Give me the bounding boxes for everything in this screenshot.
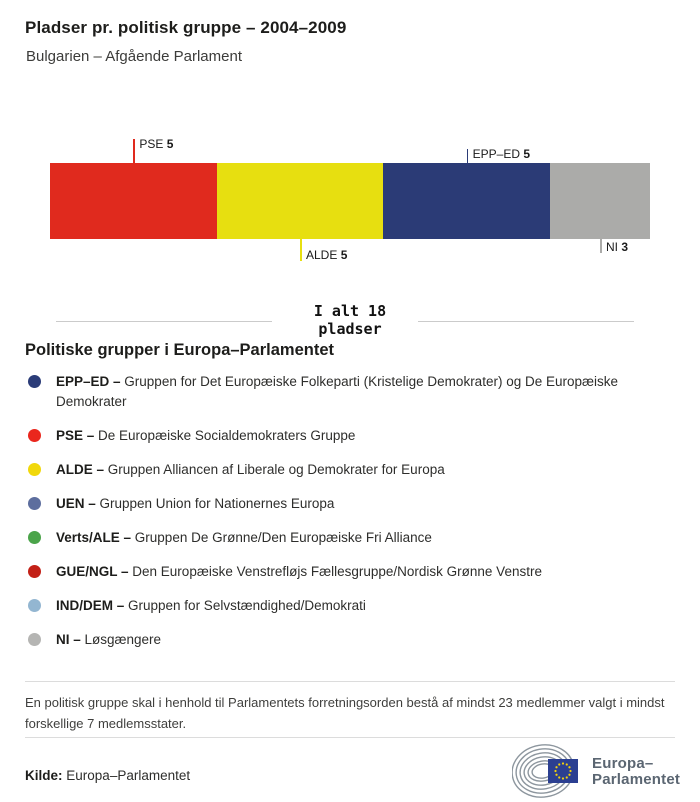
bar-label-pse — [139, 137, 173, 152]
bar-label-group: NI — [606, 240, 622, 254]
legend-color-dot-verts-ale — [28, 531, 41, 544]
legend-item-abbr: GUE/NGL – — [56, 564, 129, 579]
legend-item-abbr: NI – — [56, 632, 81, 647]
divider-top — [25, 681, 675, 682]
legend-item-abbr: PSE – — [56, 428, 95, 443]
page-title: Pladser pr. politisk gruppe – 2004–2009 — [25, 18, 347, 37]
legend-item-text: GUE/NGL – Den Europæiske Venstrefløjs Fællesgruppe/Nordisk Grønne Venstre — [56, 564, 542, 579]
bar-label-seats: 3 — [621, 240, 629, 254]
source-line — [25, 768, 190, 783]
bar-label-seats: 5 — [523, 147, 531, 161]
source-value: Europa–Parlamentet — [66, 768, 191, 783]
bar-label-group: PSE — [139, 137, 167, 151]
page-subtitle: Bulgarien – Afgående Parlament — [26, 48, 242, 65]
legend-heading: Politiske grupper i Europa–Parlamentet — [25, 341, 335, 359]
legend-color-dot-ind-dem — [28, 599, 41, 612]
total-rule-right — [418, 321, 634, 322]
bar-label-group: ALDE — [306, 248, 341, 262]
source-label: Kilde: — [25, 768, 63, 783]
bar-label-seats: 5 — [166, 137, 174, 151]
legend-item-verts-ale — [25, 528, 665, 548]
total-seats-label: I alt 18 pladser — [313, 302, 387, 338]
legend-item-pse — [25, 426, 665, 446]
bar-segment-epp-ed — [383, 163, 550, 239]
legend-color-dot-uen — [28, 497, 41, 510]
legend-color-dot-epp-ed — [28, 375, 41, 388]
legend-color-dot-gue-ngl — [28, 565, 41, 578]
legend-item-abbr: Verts/ALE – — [56, 530, 132, 545]
bar-label-alde — [306, 248, 347, 263]
bar-segment-alde — [217, 163, 384, 239]
total-rule-left — [56, 321, 272, 322]
legend-item-text: PSE – De Europæiske Socialdemokraters Gruppe — [56, 428, 356, 443]
hemicycle-eu-flag-icon — [512, 743, 584, 801]
bar-segment-pse — [50, 163, 217, 239]
legend-item-epp-ed — [25, 372, 665, 412]
legend-color-dot-pse — [28, 429, 41, 442]
callout-tick-alde — [300, 239, 302, 261]
legend-item-abbr: UEN – — [56, 496, 96, 511]
divider-bottom — [25, 737, 675, 738]
legend-item-text: Verts/ALE – Gruppen De Grønne/Den Europæiske Fri Alliance — [56, 530, 432, 545]
legend-item-ni — [25, 630, 665, 650]
legend-item-text: EPP–ED – Gruppen for Det Europæiske Folkeparti (Kristelige Demokrater) og De Europæiske Demokrater — [56, 374, 619, 409]
seats-chart — [0, 130, 700, 290]
bar-label-seats: 5 — [340, 248, 348, 262]
callout-tick-ni — [600, 239, 602, 253]
bar-label-epp-ed — [473, 147, 530, 162]
logo-text-line1: Europa– — [592, 755, 654, 772]
footnote-text: En politisk gruppe skal i henhold til Parlamentets forretningsorden bestå af mindst 23 medlemmer valgt i mindst forskellige 7 medlemsstater. — [25, 695, 665, 731]
legend-color-dot-ni — [28, 633, 41, 646]
legend-item-text: UEN – Gruppen Union for Nationernes Europa — [56, 496, 335, 511]
legend-item-alde — [25, 460, 665, 480]
callout-tick-pse — [133, 139, 135, 163]
legend-item-abbr: EPP–ED – — [56, 374, 121, 389]
callout-tick-epp-ed — [467, 149, 469, 163]
legend-item-text: NI – Løsgængere — [56, 632, 162, 647]
legend-color-dot-alde — [28, 463, 41, 476]
legend-item-text: ALDE – Gruppen Alliancen af Liberale og Demokrater for Europa — [56, 462, 445, 477]
bar-segment-ni — [550, 163, 650, 239]
logo-text-line2: Parlamentet — [592, 771, 681, 788]
bar-label-group: EPP–ED — [472, 147, 524, 161]
logo-text — [592, 756, 680, 788]
bar-label-ni — [606, 240, 628, 255]
legend-item-text: IND/DEM – Gruppen for Selvstændighed/Demokrati — [56, 598, 366, 613]
legend-item-uen — [25, 494, 665, 514]
legend-item-abbr: ALDE – — [56, 462, 105, 477]
legend-item-gue-ngl — [25, 562, 665, 582]
legend-item-ind-dem — [25, 596, 665, 616]
europa-parlamentet-logo — [512, 743, 680, 801]
legend-list — [25, 372, 665, 664]
legend-item-abbr: IND/DEM – — [56, 598, 125, 613]
